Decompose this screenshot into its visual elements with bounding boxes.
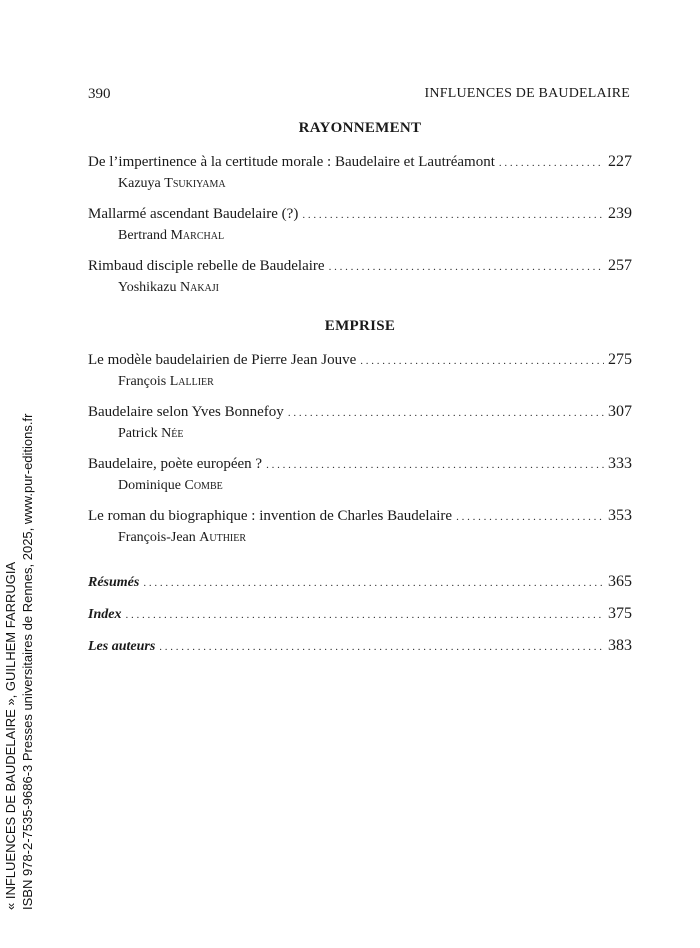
entry-page: 333 — [608, 455, 632, 472]
author-last-name: Lallier — [169, 374, 214, 389]
entry-title: Les auteurs — [88, 639, 156, 654]
toc-entry[interactable] — [88, 152, 632, 194]
entry-author — [88, 528, 632, 548]
leader-dots — [302, 205, 604, 225]
entry-title: Le roman du biographique : invention de Charles Baudelaire — [88, 508, 453, 524]
author-first-name: François — [118, 374, 167, 389]
entry-author — [88, 226, 632, 246]
entry-title: De l’impertinence à la certitude morale : Baudelaire et Lautréamont — [88, 154, 495, 170]
entry-page: 307 — [608, 403, 632, 420]
entry-page: 239 — [608, 205, 632, 222]
toc-entry-index[interactable] — [88, 604, 632, 625]
leader-dots — [125, 605, 604, 625]
entry-author — [88, 174, 632, 194]
side-imprint-line1: « INFLUENCES DE BAUDELAIRE », GUILHEM FARRUGIA — [3, 561, 18, 910]
toc-entry[interactable] — [88, 256, 632, 298]
leader-dots — [499, 153, 604, 173]
leader-dots — [288, 403, 604, 423]
author-last-name: Née — [161, 426, 184, 441]
author-last-name: Marchal — [170, 228, 225, 243]
entry-author — [88, 372, 632, 392]
leader-dots — [360, 351, 604, 371]
author-first-name: Kazuya — [118, 176, 161, 191]
leader-dots — [456, 507, 604, 527]
entry-page: 375 — [608, 605, 632, 622]
page-number: 390 — [88, 86, 111, 102]
author-first-name: Patrick — [118, 426, 158, 441]
running-head: INFLUENCES DE BAUDELAIRE — [424, 86, 630, 101]
side-imprint — [2, 413, 36, 910]
entry-page: 383 — [608, 637, 632, 654]
toc-entry[interactable] — [88, 454, 632, 496]
entry-page: 275 — [608, 351, 632, 368]
author-last-name: Tsukiyama — [164, 176, 226, 191]
author-last-name: Authier — [199, 530, 247, 545]
entry-page: 353 — [608, 507, 632, 524]
entry-author — [88, 476, 632, 496]
leader-dots — [329, 257, 604, 277]
entry-author — [88, 278, 632, 298]
entry-page: 365 — [608, 573, 632, 590]
entry-title: Baudelaire, poète européen ? — [88, 456, 263, 472]
toc-entry[interactable] — [88, 204, 632, 246]
section-title-emprise: EMPRISE — [324, 318, 396, 334]
leader-dots — [266, 455, 604, 475]
entry-title: Baudelaire selon Yves Bonnefoy — [88, 404, 284, 420]
author-last-name: Combe — [184, 478, 223, 493]
section-title-rayonnement: RAYONNEMENT — [298, 120, 422, 136]
author-first-name: François-Jean — [118, 530, 196, 545]
entry-title: Le modèle baudelairien de Pierre Jean Jouve — [88, 352, 357, 368]
entry-title: Résumés — [88, 575, 140, 590]
entry-title: Rimbaud disciple rebelle de Baudelaire — [88, 258, 325, 274]
leader-dots — [159, 637, 604, 657]
author-first-name: Bertrand — [118, 228, 167, 243]
entry-page: 257 — [608, 257, 632, 274]
toc-entry[interactable] — [88, 402, 632, 444]
toc-entry-resumes[interactable] — [88, 572, 632, 593]
author-first-name: Yoshikazu — [118, 280, 177, 295]
leader-dots — [143, 573, 604, 593]
author-first-name: Dominique — [118, 478, 181, 493]
toc-entry-les-auteurs[interactable] — [88, 636, 632, 657]
entry-page: 227 — [608, 153, 632, 170]
toc-entry[interactable] — [88, 350, 632, 392]
entry-title: Index — [88, 607, 122, 622]
author-last-name: Nakaji — [179, 280, 219, 295]
side-imprint-line2: ISBN 978-2-7535-9686-3 Presses universitaires de Rennes, 2025, www.pur-editions.fr — [20, 413, 35, 910]
entry-author — [88, 424, 632, 444]
toc-entry[interactable] — [88, 506, 632, 548]
entry-title: Mallarmé ascendant Baudelaire (?) — [88, 206, 299, 222]
